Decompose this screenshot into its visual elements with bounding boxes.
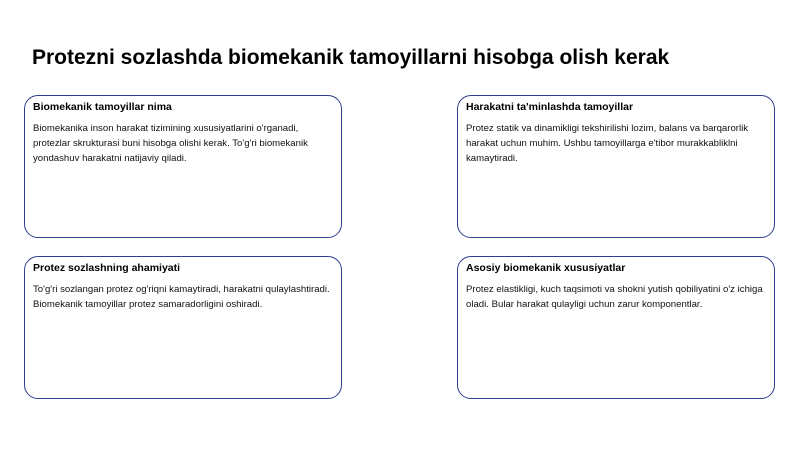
card-heading: Harakatni ta'minlashda tamoyillar (466, 101, 634, 113)
card-body-text: Protez elastikligi, kuch taqsimoti va shokni yutish qobiliyatini o'z ichiga oladi. Bular harakat qulayligi uchun zarur komponentlar. (466, 284, 763, 310)
card-body-text: Protez statik va dinamikligi tekshirilishi lozim, balans va barqarorlik harakat uchun muhim. Ushbu tamoyillarga e'tibor murakkabliklni kamaytiradi. (466, 123, 749, 164)
card-biomekanik-tamoyillar (24, 95, 342, 238)
card-asosiy-xususiyatlar (457, 256, 775, 399)
card-heading: Asosiy biomekanik xususiyatlar (466, 262, 626, 274)
card-heading: Protez sozlashning ahamiyati (33, 262, 181, 274)
card-heading: Biomekanik tamoyillar nima (33, 101, 172, 113)
card-body-text: Biomekanika inson harakat tizimining xususiyatlarini o'rganadi, protezlar skrukturasi buni hisobga olishi kerak. To'g'ri biomekanik yondashuv harakatni natijaviy qiladi. (33, 123, 308, 164)
card-harakat-tamoyillar (457, 95, 775, 238)
card-body-text: To'g'ri sozlangan protez og'riqni kamaytiradi, harakatni qulaylashtiradi. Biomekanik tamoyillar protez samaradorligini oshiradi. (33, 284, 330, 310)
slide-title: Protezni sozlashda biomekanik tamoyillarni hisobga olish kerak (32, 46, 670, 69)
card-protez-sozlash (24, 256, 342, 399)
